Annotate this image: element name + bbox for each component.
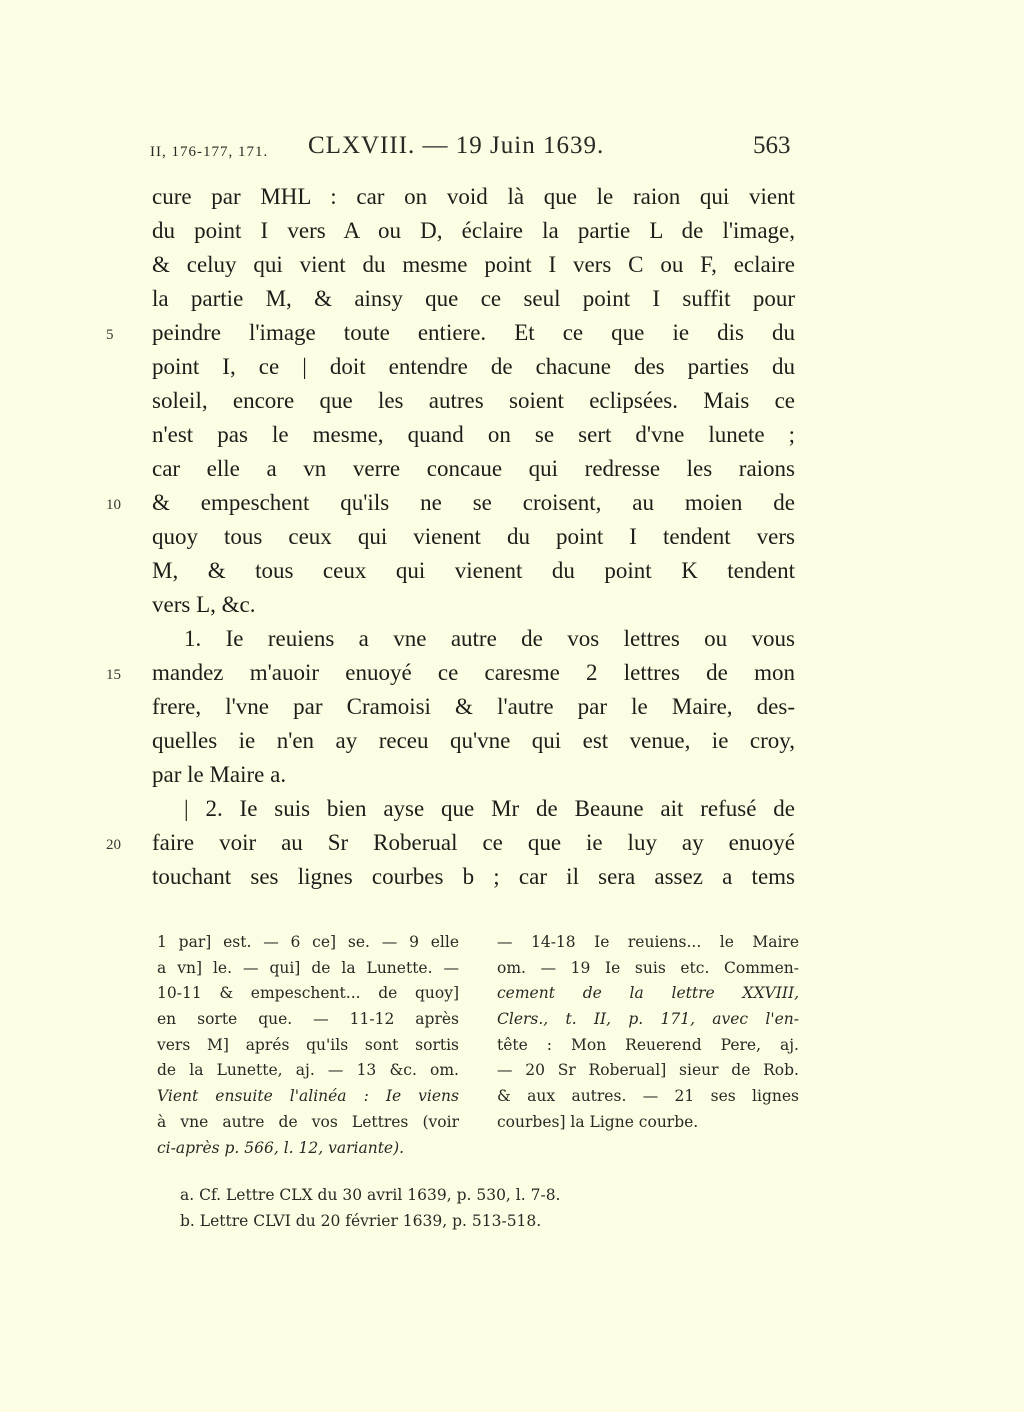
header-reference: II, 176-177, 171.	[150, 144, 269, 160]
variant-line: en sorte que. — 11-12 après	[157, 1010, 459, 1029]
variant-line: ci-après p. 566, l. 12, variante).	[157, 1138, 405, 1157]
line-number: 5	[106, 327, 114, 343]
variant-line: & aux autres. — 21 ses lignes	[497, 1087, 799, 1106]
text-line: par le Maire a.	[152, 762, 287, 787]
variant-line: courbes] la Ligne courbe.	[497, 1112, 699, 1131]
text-line: quoy tous ceux qui vienent du point I tendent vers	[152, 524, 795, 549]
variant-line: om. — 19 Ie suis etc. Commen-	[497, 958, 799, 977]
text-line: & celuy qui vient du mesme point I vers C ou F, eclaire	[152, 252, 795, 277]
text-line-content: peindre l'image toute entiere. Et ce que ie dis du	[152, 320, 795, 345]
text-line-content: mandez m'auoir enuoyé ce caresme 2 lettres de mon	[152, 660, 795, 685]
letter-title: CLXVIII. — 19 Juin 1639.	[308, 132, 605, 159]
text-line: soleil, encore que les autres soient eclipsées. Mais ce	[152, 388, 795, 413]
line-number: 20	[106, 837, 121, 853]
variant-line: — 14-18 Ie reuiens... le Maire	[497, 933, 799, 951]
text-line: quelles ie n'en ay receu qu'vne qui est venue, ie croy,	[152, 728, 795, 753]
text-line: car elle a vn verre concaue qui redresse les raions	[152, 456, 795, 481]
text-line: du point I vers A ou D, éclaire la partie L de l'image,	[152, 218, 795, 243]
main-text	[106, 180, 795, 894]
text-line-content: & empeschent qu'ils ne se croisent, au moien de	[152, 490, 795, 515]
variant-line: cement de la lettre XXVIII,	[497, 984, 799, 1003]
text-line: 1. Ie reuiens a vne autre de vos lettres ou vous	[184, 626, 795, 651]
text-line: touchant ses lignes courbes b ; car il sera assez a tems	[152, 864, 795, 889]
footnote-b: b. Lettre CLVI du 20 février 1639, p. 513-518.	[180, 1212, 542, 1230]
variant-line: à vne autre de vos Lettres (voir	[157, 1112, 459, 1131]
text-line: la partie M, & ainsy que ce seul point I suffit pour	[152, 286, 795, 311]
variant-line: 10-11 & empeschent... de quoy]	[157, 984, 459, 1003]
text-line: frere, l'vne par Cramoisi & l'autre par le Maire, des-	[152, 694, 795, 719]
text-line: vers L, &c.	[152, 592, 256, 617]
text-line	[106, 826, 795, 860]
variant-line: 1 par] est. — 6 ce] se. — 9 elle	[157, 933, 459, 951]
line-number: 15	[106, 667, 121, 683]
variant-line: de la Lunette, aj. — 13 &c. om.	[157, 1061, 459, 1080]
text-line: | 2. Ie suis bien ayse que Mr de Beaune ait refusé de	[184, 796, 795, 821]
text-line	[106, 656, 795, 690]
page-number: 563	[753, 132, 791, 159]
variant-line: Vient ensuite l'alinéa : Ie viens	[157, 1087, 459, 1106]
footnote-a: a. Cf. Lettre CLX du 30 avril 1639, p. 530, l. 7-8.	[180, 1186, 561, 1204]
variant-notes-right	[497, 930, 799, 1136]
text-line: M, & tous ceux qui vienent du point K tendent	[152, 558, 795, 583]
line-number: 10	[106, 497, 121, 513]
variant-line: tête : Mon Reuerend Pere, aj.	[497, 1035, 799, 1054]
text-line	[106, 486, 795, 520]
variant-notes-left	[157, 930, 459, 1161]
text-line-content: faire voir au Sr Roberual ce que ie luy ay enuoyé	[152, 830, 795, 855]
text-line: cure par MHL : car on void là que le raion qui vient	[152, 184, 795, 209]
text-line: point I, ce | doit entendre de chacune des parties du	[152, 354, 795, 379]
text-line	[106, 316, 795, 350]
variant-line: — 20 Sr Roberual] sieur de Rob.	[497, 1061, 799, 1080]
variant-line: vers M] aprés qu'ils sont sortis	[157, 1035, 459, 1054]
variant-line: Clers., t. II, p. 171, avec l'en-	[497, 1010, 799, 1029]
variant-line: a vn] le. — qui] de la Lunette. —	[157, 958, 459, 977]
text-line: n'est pas le mesme, quand on se sert d'vne lunete ;	[152, 422, 795, 447]
